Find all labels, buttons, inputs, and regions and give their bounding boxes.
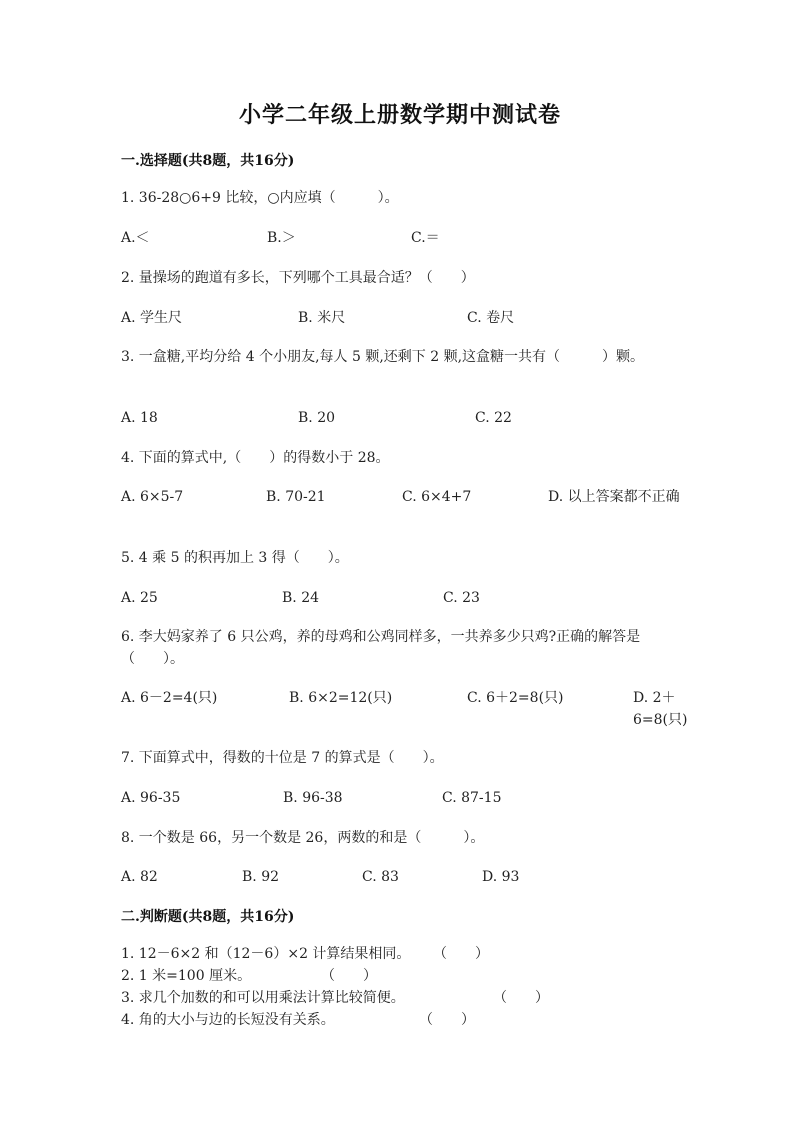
option-row: [121, 486, 681, 530]
page-title: 小学二年级上册数学期中测试卷: [238, 102, 561, 128]
section-heading-choice: 一.选择题(共8题，共16分): [121, 153, 295, 169]
option-b: B. 96-38: [283, 790, 343, 806]
true-false-item: [121, 988, 681, 1008]
option-d: D. 以上答案都不正确: [548, 489, 680, 505]
option-c: C. 6＋2=8(只): [467, 690, 564, 706]
question-text: 6. 李大妈家养了 6 只公鸡，养的母鸡和公鸡同样多，一共养多少只鸡?正确的解答是（ ）。: [121, 629, 641, 667]
option-b: B. 米尺: [298, 310, 346, 326]
section-heading-true-false: 二.判断题(共8题，共16分): [121, 909, 295, 925]
option-row: [121, 307, 681, 351]
question-text: 7. 下面算式中，得数的十位是 7 的算式是（ ）。: [121, 750, 444, 766]
true-false-item: [121, 1010, 681, 1030]
option-c: C. 83: [362, 869, 399, 885]
statement-text: 3. 求几个加数的和可以用乘法计算比较简便。: [121, 990, 405, 1006]
answer-parentheses: （ ）: [419, 1012, 475, 1028]
option-row: [121, 587, 681, 631]
option-c: C. 卷尺: [467, 310, 515, 326]
true-false-item: [121, 944, 681, 964]
option-a: A. 82: [121, 869, 158, 885]
option-a: A. 96-35: [121, 790, 181, 806]
statement-text: 4. 角的大小与边的长短没有关系。: [121, 1012, 335, 1028]
option-row: [121, 227, 681, 271]
option-a: A. 25: [121, 590, 158, 606]
option-c: C. 22: [475, 410, 512, 426]
question-text: 1. 36-28○6+9 比较，○内应填（ ）。: [121, 190, 399, 206]
option-a: A. 6×5-7: [121, 489, 184, 505]
option-b: B. 24: [282, 590, 320, 606]
option-row: [121, 787, 681, 831]
option-c: C. 87-15: [442, 790, 502, 806]
statement-text: 2. 1 米=100 厘米。: [121, 968, 252, 984]
question-text: 3. 一盒糖,平均分给 4 个小朋友,每人 5 颗,还剩下 2 颗,这盒糖一共有（ ）颗。: [121, 349, 645, 365]
question-text: 5. 4 乘 5 的积再加上 3 得（ ）。: [121, 550, 349, 566]
answer-parentheses: （ ）: [493, 990, 549, 1006]
option-b: B. 70-21: [266, 489, 326, 505]
option-row: [121, 407, 681, 451]
question-text: 4. 下面的算式中,（ ）的得数小于 28。: [121, 450, 390, 466]
option-row: [121, 866, 681, 910]
option-b: B.＞: [267, 230, 296, 246]
option-a: A. 学生尺: [121, 310, 183, 326]
option-b: B. 6×2=12(只): [289, 690, 393, 706]
option-a: A.＜: [121, 230, 150, 246]
question-text: 8. 一个数是 66，另一个数是 26，两数的和是（ ）。: [121, 830, 485, 846]
option-c: C. 6×4+7: [402, 489, 472, 505]
option-c: C. 23: [443, 590, 480, 606]
option-c: C.＝: [411, 230, 440, 246]
answer-parentheses: （ ）: [321, 968, 377, 984]
option-a: A. 6－2=4(只): [121, 690, 218, 706]
true-false-item: [121, 966, 681, 986]
option-row: [121, 687, 688, 731]
statement-text: 1. 12－6×2 和（12－6）×2 计算结果相同。: [121, 946, 411, 962]
option-b: B. 20: [298, 410, 336, 426]
option-d: D. 2＋6=8(只): [633, 690, 688, 728]
option-d: D. 93: [482, 869, 520, 885]
option-b: B. 92: [242, 869, 280, 885]
option-a: A. 18: [121, 410, 158, 426]
answer-parentheses: （ ）: [433, 946, 489, 962]
question-text: 2. 量操场的跑道有多长，下列哪个工具最合适？（ ）: [121, 270, 475, 286]
